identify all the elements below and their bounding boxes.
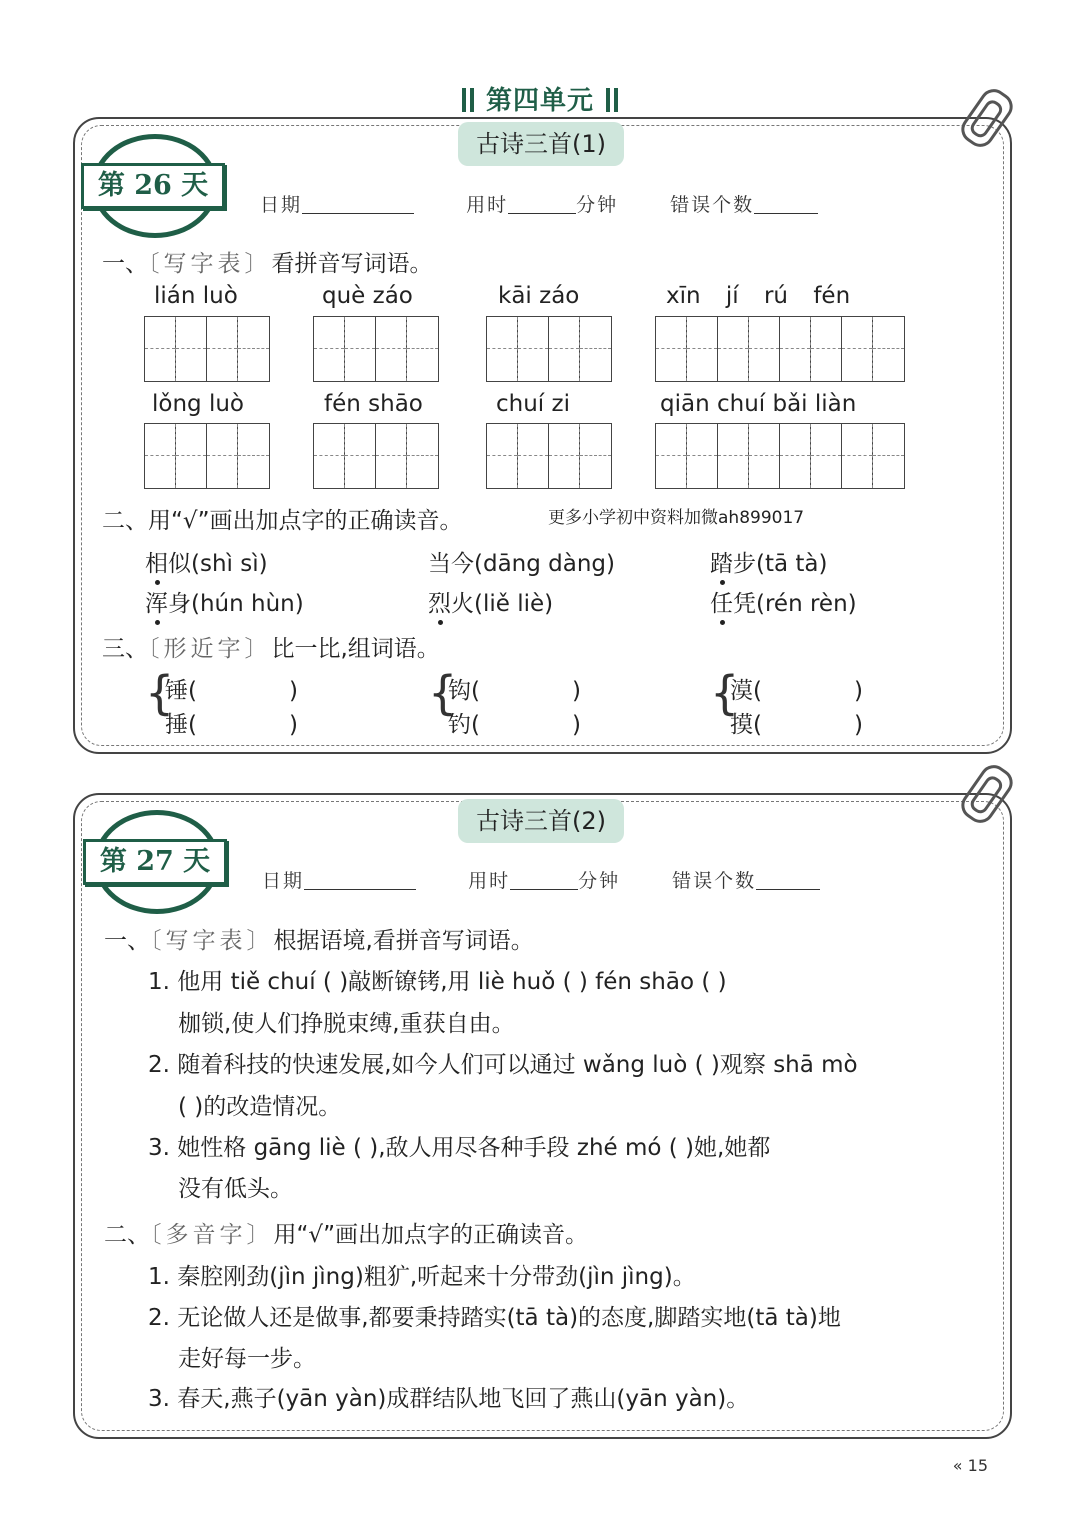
meta-row: 日期 用时 分钟 错误个数 <box>260 190 818 217</box>
reading-item[interactable]: 当今(dāng dàng) <box>428 551 615 577</box>
reading-item[interactable]: 烈火(liě liè) <box>428 591 554 617</box>
unit-title: 第四单元 <box>0 80 1080 117</box>
compare-word[interactable]: 摸( ) <box>730 712 863 738</box>
question-line: 2. 无论做人还是做事,都要秉持踏实(tā tà)的态度,脚踏实地(tā tà)地 <box>148 1305 841 1331</box>
pinyin: lián luò <box>154 283 238 309</box>
writing-grid[interactable] <box>486 423 612 489</box>
question-line: 走好每一步。 <box>178 1346 316 1372</box>
pinyin: fén shāo <box>324 391 423 417</box>
pinyin: xīn jí rú fén <box>666 283 851 309</box>
section-1-heading: 一、〔写字表〕根据语境,看拼音写词语。 <box>104 928 534 954</box>
watermark-note: 更多小学初中资料加微ah899017 <box>548 508 805 528</box>
writing-grid[interactable] <box>655 423 905 489</box>
writing-grid[interactable] <box>486 316 612 382</box>
section-3-heading: 三、〔形近字〕比一比,组词语。 <box>102 636 440 662</box>
writing-grid[interactable] <box>313 423 439 489</box>
compare-word[interactable]: 捶( ) <box>165 712 298 738</box>
brace-icon: { <box>145 666 175 720</box>
question-line: 枷锁,使人们挣脱束缚,重获自由。 <box>178 1011 515 1037</box>
question-line: 3. 她性格 gāng liè ( ),敌人用尽各种手段 zhé mó ( )她,她都 <box>148 1135 771 1161</box>
meta-row: 日期 用时 分钟 错误个数 <box>262 866 820 893</box>
lesson-title: 古诗三首(1) <box>458 122 624 166</box>
pinyin: qiān chuí bǎi liàn <box>660 391 857 417</box>
writing-grid[interactable] <box>655 316 905 382</box>
lesson-title: 古诗三首(2) <box>458 799 624 843</box>
day-badge: 第 27 天 <box>94 810 220 914</box>
pinyin: kāi záo <box>498 283 580 309</box>
compare-word[interactable]: 钓( ) <box>448 712 581 738</box>
brace-icon: { <box>428 666 458 720</box>
question-line: 1. 秦腔刚劲(jìn jìng)粗犷,听起来十分带劲(jìn jìng)。 <box>148 1264 696 1290</box>
compare-word[interactable]: 漠( ) <box>730 678 863 704</box>
pinyin: lǒng luò <box>152 391 244 417</box>
question-line: 2. 随着科技的快速发展,如今人们可以通过 wǎng luò ( )观察 shā mò <box>148 1052 858 1078</box>
question-line: 没有低头。 <box>178 1176 293 1202</box>
reading-item[interactable]: 踏步(tā tà) <box>710 551 828 577</box>
section-1-heading: 一、〔写字表〕看拼音写词语。 <box>102 251 433 277</box>
day-badge: 第 26 天 <box>92 134 218 238</box>
compare-word[interactable]: 钩( ) <box>448 678 581 704</box>
brace-icon: { <box>710 666 740 720</box>
page-number: « 15 <box>952 1456 988 1475</box>
reading-item[interactable]: 相似(shì sì) <box>145 551 268 577</box>
question-line: 3. 春天,燕子(yān yàn)成群结队地飞回了燕山(yān yàn)。 <box>148 1386 750 1412</box>
pinyin: què záo <box>322 283 413 309</box>
reading-item[interactable]: 任凭(rén rèn) <box>710 591 857 617</box>
pinyin: chuí zi <box>496 391 570 417</box>
reading-item[interactable]: 浑身(hún hùn) <box>145 591 304 617</box>
question-line: ( )的改造情况。 <box>178 1094 342 1120</box>
writing-grid[interactable] <box>313 316 439 382</box>
section-2-heading: 二、〔多音字〕用“√”画出加点字的正确读音。 <box>104 1222 588 1248</box>
question-line: 1. 他用 tiě chuí ( )敲断镣铐,用 liè huǒ ( ) fén shāo ( ) <box>148 969 727 995</box>
writing-grid[interactable] <box>144 423 270 489</box>
writing-grid[interactable] <box>144 316 270 382</box>
section-2-heading: 二、用“√”画出加点字的正确读音。 <box>102 508 463 534</box>
compare-word[interactable]: 锤( ) <box>165 678 298 704</box>
